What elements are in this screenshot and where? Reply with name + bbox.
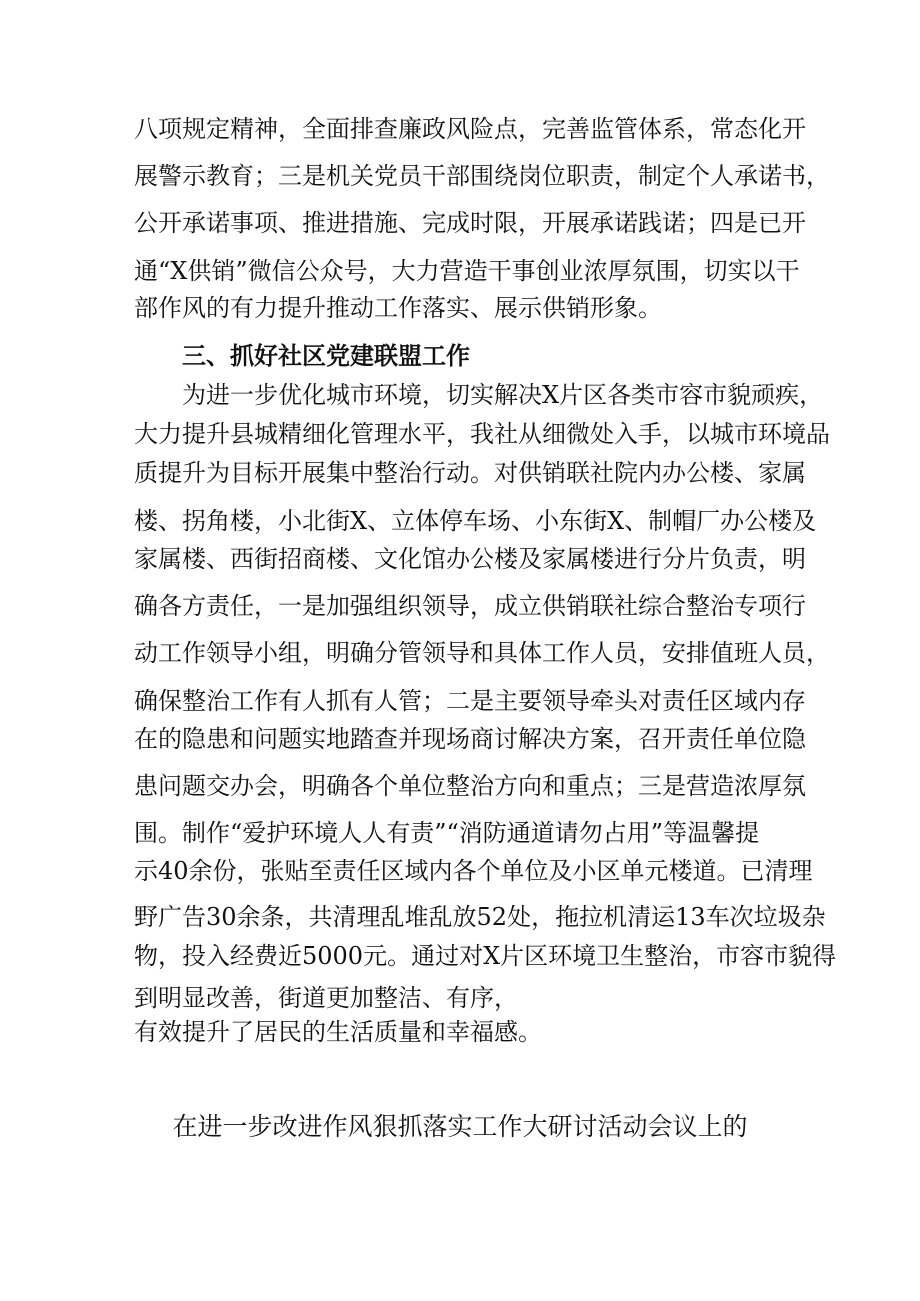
body-text-line: 确各方责任，一是加强组织领导，成立供销联社综合整治专项行 <box>134 592 806 620</box>
body-text-line: 为进一步优化城市环境，切实解决X片区各类市容市貌顽疾， <box>182 381 824 409</box>
body-text-line: 部作风的有力提升推动工作落实、展示供销形象。 <box>134 294 662 322</box>
body-text-line: 患问题交办会，明确各个单位整治方向和重点；三是营造浓厚氛 <box>134 772 806 800</box>
body-text-line: 确保整治工作有人抓有人管；二是主要领导牵头对责任区域内存 <box>134 687 806 715</box>
body-text-line: 通“X供销”微信公众号，大力营造干事创业浓厚氛围，切实以干 <box>134 257 800 285</box>
body-text-line: 到明显改善，街道更加整洁、有序， <box>134 984 518 1012</box>
body-text-line: 质提升为目标开展集中整治行动。对供销联社院内办公楼、家属 <box>134 459 806 487</box>
article-title: 在进一步改进作风狠抓落实工作大研讨活动会议上的 <box>172 1112 748 1141</box>
body-text-line: 在的隐患和问题实地踏查并现场商讨解决方案，召开责任单位隐 <box>134 725 806 753</box>
body-text-line: 公开承诺事项、推进措施、完成时限，开展承诺践诺；四是已开 <box>134 209 806 237</box>
body-text-line: 八项规定精神，全面排查廉政风险点，完善监管体系，常态化开 <box>134 115 806 143</box>
body-text-line: 野广告30余条，共清理乱堆乱放52处，拖拉机清运13车次垃圾杂 <box>134 903 826 931</box>
body-text-line: 展警示教育；三是机关党员干部围绕岗位职责，制定个人承诺书， <box>134 162 830 190</box>
body-text-line: 动工作领导小组，明确分管领导和具体工作人员，安排值班人员， <box>134 639 830 667</box>
section-heading: 三、抓好社区党建联盟工作 <box>182 342 470 370</box>
body-text-line: 家属楼、西街招商楼、文化馆办公楼及家属楼进行分片负责，明 <box>134 545 806 573</box>
body-text-line: 示40余份，张贴至责任区域内各个单位及小区单元楼道。已清理 <box>134 857 813 885</box>
body-text-line: 楼、拐角楼，小北街X、立体停车场、小东街X、制帽厂办公楼及 <box>134 507 817 535</box>
body-text-line: 有效提升了居民的生活质量和幸福感。 <box>134 1018 542 1046</box>
body-text-line: 围。制作“爱护环境人人有责”“消防通道请勿占用”等温馨提 <box>134 819 760 847</box>
body-text-line: 物，投入经费近5000元。通过对X片区环境卫生整治，市容市貌得 <box>134 942 837 970</box>
body-text-line: 大力提升县城精细化管理水平，我社从细微处入手，以城市环境品 <box>134 420 830 448</box>
